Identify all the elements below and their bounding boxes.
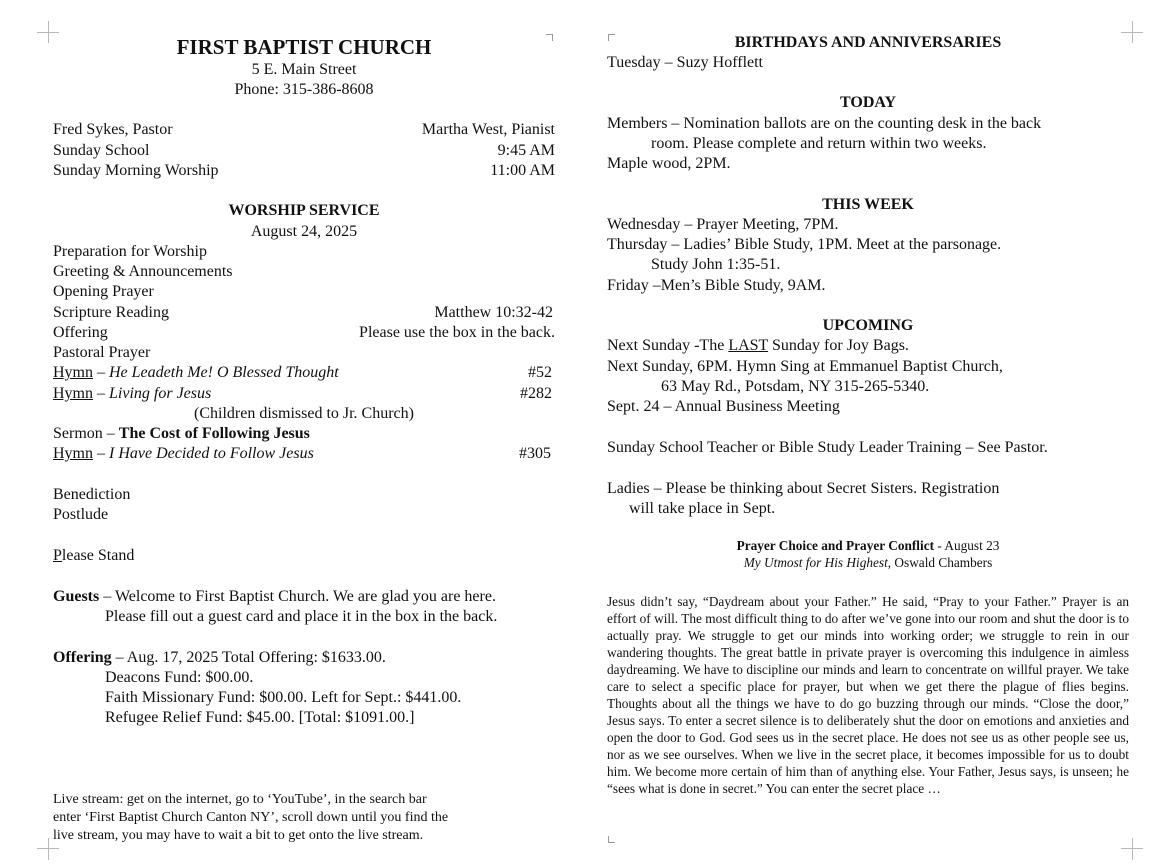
birthdays-title: BIRTHDAYS AND ANNIVERSARIES [734,34,1002,51]
order-hymn-1: Hymn – He Leadeth Me! O Blessed Thought #52 [53,364,552,381]
children-dismissed: (Children dismissed to Jr. Church) [194,405,414,422]
offering-fund-missionary: Faith Missionary Fund: $00.00. Left for Sept.: $441.00. [105,689,462,706]
devotion-heading [607,538,1129,554]
staff-label: Sunday Morning Worship [53,162,219,179]
ladies-line-1: Ladies – Please be thinking about Secret Sisters. Registration [607,480,1000,497]
guests-welcome: – Welcome to First Baptist Church. We are glad you are here. [99,588,496,605]
order-greeting: Greeting & Announcements [53,263,233,280]
week-line-wednesday: Wednesday – Prayer Meeting, 7PM. [607,216,839,233]
margin-corner-bottom-left-right-page [608,836,615,843]
order-prep: Preparation for Worship [53,243,207,260]
scripture-label: Scripture Reading [53,304,169,321]
church-name: FIRST BAPTIST CHURCH [176,35,432,59]
upcoming-hymn-sing-address: 63 May Rd., Potsdam, NY 315-265-5340. [661,378,930,395]
crop-mark-top-right-v [1132,21,1133,43]
week-line-thursday: Thursday – Ladies’ Bible Study, 1PM. Meet at the parsonage. [607,236,1002,253]
staff-label: Fred Sykes, Pastor [53,121,173,138]
livestream-line-1: Live stream: get on the internet, go to ‘YouTube’, in the search bar [53,792,427,807]
worship-service-title: WORSHIP SERVICE [228,202,380,219]
church-phone: Phone: 315-386-8608 [234,81,374,98]
upcoming-joy-bags [607,336,1129,356]
staff-label: Sunday School [53,142,150,159]
devotion-date: - August 23 [934,538,1000,553]
crop-mark-bottom-right-v [1132,838,1133,860]
hymn-number: #282 [520,385,552,402]
please-stand-rest: lease Stand [61,547,135,564]
devotion-book: My Utmost for His Highest [743,555,888,570]
staff-row-worship [53,161,555,181]
order-scripture [53,303,555,323]
offering-fund-refugee: Refugee Relief Fund: $45.00. [Total: $1091.00.] [105,709,415,726]
order-sermon [53,424,555,444]
livestream-line-3: live stream, you may have to wait a bit to get onto the live stream. [53,828,424,843]
today-line-3: Maple wood, 2PM. [607,155,731,172]
hymn-word: Hymn [53,385,93,402]
hymn-number: #52 [528,364,552,381]
offering-instruction: Please use the box in the back. [359,324,555,341]
week-line-friday: Friday –Men’s Bible Study, 9AM. [607,277,826,294]
today-line-2: room. Please complete and return within two weeks. [651,135,987,152]
hymn-title: He Leadeth Me! O Blessed Thought [109,364,339,381]
staff-value: Martha West, Pianist [421,121,555,138]
hymn-title: I Have Decided to Follow Jesus [109,445,314,462]
offering-label: Offering [53,324,108,341]
devotion-text: Jesus didn’t say, “Daydream about your Father.” He said, “Pray to your Father.” Prayer is an effort of will. The most difficult thing to do after we’ve gone into our room and shut the door is to actually pray. We struggle to get our minds into working order; we struggle to rein in our wandering thoughts. The great battle in private prayer is overcoming this indulgence in aimless daydreaming. We have to discipline our minds and learn to concentrate on willful prayer. We take care to select a specific place for prayer, but when we get there the plague of flies begins. Thoughts about all the things we have to do go buzzing through our minds. “Close the door,” Jesus says. To enter a secret silence is to deliberately shut the door on emotions and anxieties and open the door to God. God sees us in the secret place. He does not see us as other people see us, nor as we see ourselves. When we live in the secret place, it becomes impossible for us to doubt him. We become more certain of him than of anything else. Your Father, Jesus says, is unseen; he “sees what is done in secret.” You can enter the secret place … [607,594,1129,796]
this-week-title: THIS WEEK [822,196,914,213]
please-stand-note [53,546,555,566]
upcoming-business-meeting: Sept. 24 – Annual Business Meeting [607,398,840,415]
livestream-line-2: enter ‘First Baptist Church Canton NY’, scroll down until you find the [53,810,449,825]
hymn-word: Hymn [53,364,93,381]
today-line-1: Members – Nomination ballots are on the counting desk in the back [607,115,1042,132]
order-postlude: Postlude [53,506,109,523]
offering-total: – Aug. 17, 2025 Total Offering: $1633.00. [111,649,386,666]
staff-value: 11:00 AM [490,162,555,179]
church-address: 5 E. Main Street [251,61,357,78]
devotion-title: Prayer Choice and Prayer Conflict [736,538,935,553]
hymn-number: #305 [519,445,551,462]
staff-value: 9:45 AM [497,142,555,159]
order-hymn-2: Hymn – Living for Jesus #282 [53,385,552,402]
crop-mark-bottom-left-v [48,838,49,860]
upcoming-joy-bags-post: Sunday for Joy Bags. [768,337,909,354]
offering-fund-deacons: Deacons Fund: $00.00. [105,669,254,686]
upcoming-hymn-sing: Next Sunday, 6PM. Hymn Sing at Emmanuel Baptist Church, [607,358,1003,375]
upcoming-title: UPCOMING [822,317,914,334]
upcoming-joy-bags-pre: Next Sunday -The [607,337,729,354]
order-pastoral-prayer: Pastoral Prayer [53,344,151,361]
offering-summary-label: Offering [53,649,112,666]
teacher-training: Sunday School Teacher or Bible Study Leader Training – See Pastor. [607,439,1048,456]
week-line-study: Study John 1:35-51. [651,256,781,273]
sermon-title: The Cost of Following Jesus [118,425,310,442]
guests-line-1 [53,587,555,607]
staff-row-pastor [53,120,555,140]
order-offering [53,323,555,343]
guests-line-2: Please fill out a guest card and place it in the box in the back. [105,608,498,625]
hymn-word: Hymn [53,445,93,462]
crop-mark-top-left-v [48,21,49,43]
ladies-line-2: will take place in Sept. [629,500,776,517]
please-stand-initial: P [53,547,62,564]
offering-summary-line-1 [53,648,555,668]
scripture-reference: Matthew 10:32-42 [434,304,553,321]
today-title: TODAY [839,94,897,111]
order-benediction: Benediction [53,486,131,503]
order-opening-prayer: Opening Prayer [53,283,154,300]
sermon-label: Sermon – [53,425,119,442]
upcoming-joy-bags-last: LAST [728,337,769,354]
guests-label: Guests [53,588,100,605]
order-hymn-3: Hymn – I Have Decided to Follow Jesus #305 [53,445,551,462]
devotion-author: , Oswald Chambers [887,555,993,570]
birthday-entry: Tuesday – Suzy Hofflett [607,54,763,71]
worship-date: August 24, 2025 [250,223,358,240]
hymn-title: Living for Jesus [109,385,212,402]
devotion-source [607,555,1129,571]
staff-row-sunday-school [53,141,555,161]
